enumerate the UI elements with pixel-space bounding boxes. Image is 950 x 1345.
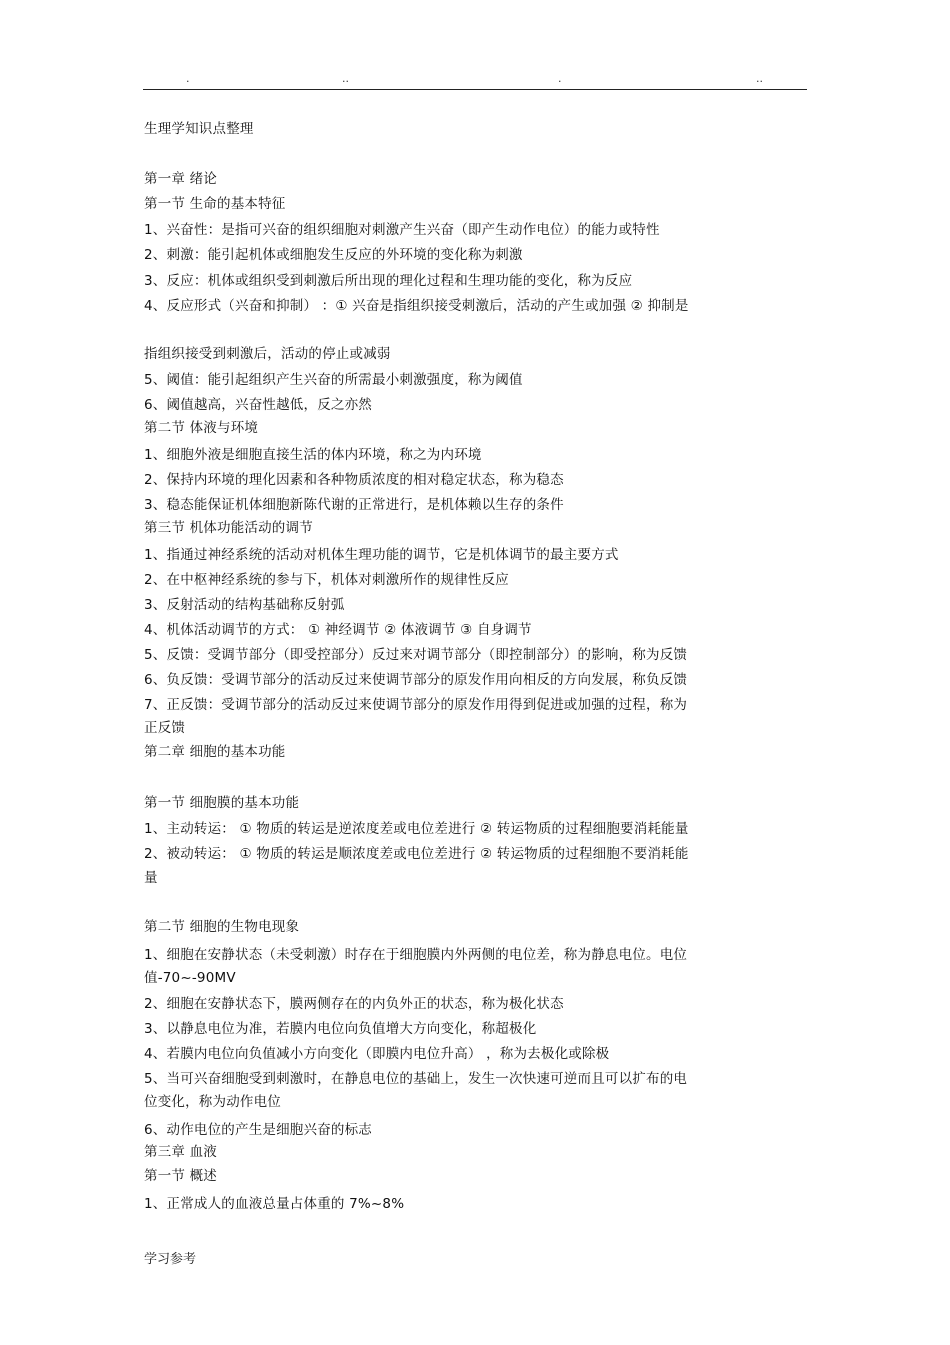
body-line: 5、反馈：受调节部分（即受控部分）反过来对调节部分（即控制部分）的影响，称为反馈: [144, 647, 688, 663]
body-line: 6、负反馈：受调节部分的活动反过来使调节部分的原发作用向相反的方向发展，称负反馈: [144, 672, 688, 688]
body-line: 1、指通过神经系统的活动对机体生理功能的调节，它是机体调节的最主要方式: [144, 547, 619, 563]
chapter-heading: 第二章 细胞的基本功能: [144, 744, 286, 760]
body-line: 2、在中枢神经系统的参与下，机体对刺激所作的规律性反应: [144, 572, 509, 588]
body-line: 2、被动转运： ① 物质的转运是顺浓度差或电位差进行 ② 转运物质的过程细胞不要消耗能: [144, 846, 689, 862]
body-line: 3、以静息电位为准，若膜内电位向负值增大方向变化，称超极化: [144, 1021, 537, 1037]
body-line: 正反馈: [144, 720, 186, 736]
body-line: 指组织接受到刺激后，活动的停止或减弱: [144, 346, 391, 362]
body-line: 5、阈值：能引起组织产生兴奋的所需最小刺激强度，称为阈值: [144, 372, 523, 388]
body-line: 值-70~-90MV: [144, 970, 236, 986]
chapter-heading: 第三章 血液: [144, 1144, 217, 1160]
body-line: 3、反射活动的结构基础称反射弧: [144, 597, 345, 613]
body-line: 7、正反馈：受调节部分的活动反过来使调节部分的原发作用得到促进或加强的过程，称为: [144, 697, 688, 713]
header-rule: [143, 89, 807, 90]
section-heading: 第一节 概述: [144, 1168, 217, 1184]
chapter-heading: 第一章 绪论: [144, 171, 217, 187]
body-line: 位变化，称为动作电位: [144, 1094, 281, 1110]
body-line: 2、刺激：能引起机体或细胞发生反应的外环境的变化称为刺激: [144, 247, 523, 263]
page-footer: 学习参考: [144, 1252, 197, 1267]
header-dot: ..: [342, 72, 349, 85]
body-line: 4、若膜内电位向负值减小方向变化（即膜内电位升高） ，称为去极化或除极: [144, 1046, 610, 1062]
document-title: 生理学知识点整理: [144, 121, 254, 137]
body-line: 6、动作电位的产生是细胞兴奋的标志: [144, 1122, 372, 1138]
section-heading: 第一节 生命的基本特征: [144, 196, 286, 212]
body-line: 1、细胞在安静状态（未受刺激）时存在于细胞膜内外两侧的电位差，称为静息电位。电位: [144, 947, 688, 963]
body-line: 1、细胞外液是细胞直接生活的体内环境，称之为内环境: [144, 447, 482, 463]
body-line: 1、正常成人的血液总量占体重的 7%~8%: [144, 1196, 405, 1212]
page-header: [0, 72, 950, 86]
body-line: 1、主动转运： ① 物质的转运是逆浓度差或电位差进行 ② 转运物质的过程细胞要消耗能量: [144, 821, 689, 837]
body-line: 4、机体活动调节的方式： ① 神经调节 ② 体液调节 ③ 自身调节: [144, 622, 532, 638]
body-line: 6、阈值越高，兴奋性越低，反之亦然: [144, 397, 372, 413]
body-line: 2、保持内环境的理化因素和各种物质浓度的相对稳定状态，称为稳态: [144, 472, 564, 488]
header-dot: ..: [756, 72, 763, 85]
section-heading: 第三节 机体功能活动的调节: [144, 520, 313, 536]
body-line: 5、当可兴奋细胞受到刺激时，在静息电位的基础上，发生一次快速可逆而且可以扩布的电: [144, 1071, 688, 1087]
body-line: 3、反应：机体或组织受到刺激后所出现的理化过程和生理功能的变化，称为反应: [144, 273, 633, 289]
body-line: 2、细胞在安静状态下，膜两侧存在的内负外正的状态，称为极化状态: [144, 996, 564, 1012]
section-heading: 第二节 体液与环境: [144, 420, 259, 436]
body-line: 4、反应形式（兴奋和抑制） ：① 兴奋是指组织接受刺激后，活动的产生或加强 ② 抑制是: [144, 298, 689, 314]
body-line: 量: [144, 870, 158, 886]
section-heading: 第一节 细胞膜的基本功能: [144, 795, 300, 811]
section-heading: 第二节 细胞的生物电现象: [144, 919, 300, 935]
body-line: 1、兴奋性：是指可兴奋的组织细胞对刺激产生兴奋（即产生动作电位）的能力或特性: [144, 222, 660, 238]
body-line: 3、稳态能保证机体细胞新陈代谢的正常进行，是机体赖以生存的条件: [144, 497, 564, 513]
header-dot: .: [186, 72, 190, 85]
header-dot: .: [558, 72, 562, 85]
